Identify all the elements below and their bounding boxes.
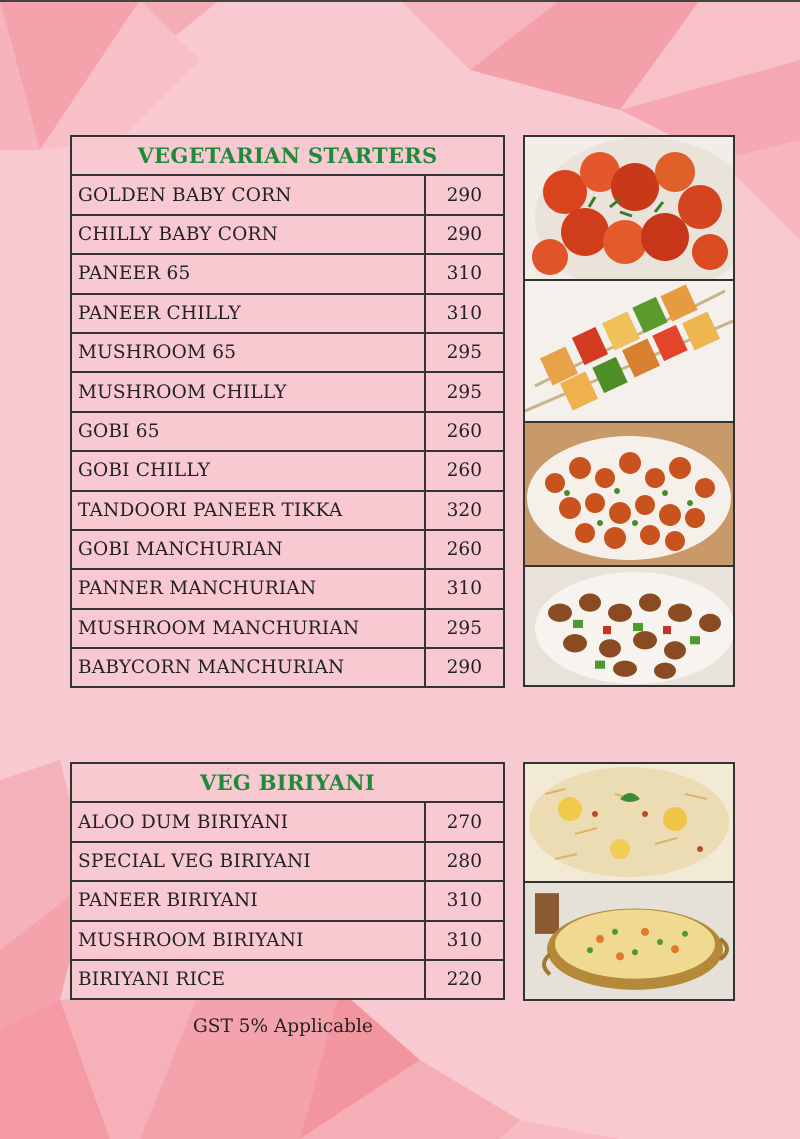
- biriyani-heading: VEG BIRIYANI: [71, 763, 504, 802]
- food-photo-paneer-tikka: [525, 281, 733, 423]
- menu-row: [71, 175, 504, 214]
- item-price: 280: [425, 842, 504, 881]
- item-price: 310: [425, 569, 504, 608]
- menu-row: [71, 648, 504, 687]
- starters-heading: VEGETARIAN STARTERS: [71, 136, 504, 175]
- item-name: BABYCORN MANCHURIAN: [71, 648, 425, 687]
- item-name: MUSHROOM CHILLY: [71, 372, 425, 411]
- item-price: 260: [425, 530, 504, 569]
- item-name: BIRIYANI RICE: [71, 960, 425, 999]
- menu-row: [71, 372, 504, 411]
- menu-row: [71, 881, 504, 920]
- item-name: CHILLY BABY CORN: [71, 215, 425, 254]
- item-name: MUSHROOM MANCHURIAN: [71, 609, 425, 648]
- item-price: 270: [425, 802, 504, 841]
- food-photo-biriyani-rice: [525, 883, 733, 999]
- menu-row: [71, 294, 504, 333]
- menu-row: [71, 451, 504, 490]
- item-price: 260: [425, 451, 504, 490]
- starters-photo-column: [523, 135, 735, 687]
- menu-row: [71, 412, 504, 451]
- food-photo-mushroom-chilly: [525, 567, 733, 685]
- menu-row: [71, 921, 504, 960]
- item-name: MUSHROOM 65: [71, 333, 425, 372]
- item-name: TANDOORI PANEER TIKKA: [71, 491, 425, 530]
- menu-row: [71, 215, 504, 254]
- menu-row: [71, 842, 504, 881]
- item-price: 295: [425, 372, 504, 411]
- menu-row: [71, 960, 504, 999]
- item-price: 310: [425, 254, 504, 293]
- item-price: 290: [425, 648, 504, 687]
- menu-row: [71, 609, 504, 648]
- item-price: 295: [425, 333, 504, 372]
- item-name: PANEER CHILLY: [71, 294, 425, 333]
- menu-row: [71, 569, 504, 608]
- item-name: PANEER BIRIYANI: [71, 881, 425, 920]
- food-photo-gobi-chilly: [525, 423, 733, 567]
- item-price: 310: [425, 294, 504, 333]
- starters-menu-table: [70, 135, 505, 688]
- item-price: 290: [425, 175, 504, 214]
- item-price: 295: [425, 609, 504, 648]
- gst-note: GST 5% Applicable: [193, 1016, 373, 1037]
- menu-row: [71, 254, 504, 293]
- item-price: 260: [425, 412, 504, 451]
- item-price: 320: [425, 491, 504, 530]
- menu-row: [71, 530, 504, 569]
- food-photo-veg-biriyani: [525, 764, 733, 883]
- item-name: ALOO DUM BIRIYANI: [71, 802, 425, 841]
- item-price: 310: [425, 921, 504, 960]
- biriyani-menu-table: [70, 762, 505, 1000]
- item-price: 310: [425, 881, 504, 920]
- item-price: 290: [425, 215, 504, 254]
- item-name: GOBI 65: [71, 412, 425, 451]
- item-name: MUSHROOM BIRIYANI: [71, 921, 425, 960]
- menu-row: [71, 333, 504, 372]
- menu-row: [71, 491, 504, 530]
- item-price: 220: [425, 960, 504, 999]
- item-name: PANEER 65: [71, 254, 425, 293]
- biriyani-photo-column: [523, 762, 735, 1001]
- food-photo-fried-cauliflower: [525, 137, 733, 281]
- item-name: GOLDEN BABY CORN: [71, 175, 425, 214]
- menu-row: [71, 802, 504, 841]
- item-name: SPECIAL VEG BIRIYANI: [71, 842, 425, 881]
- item-name: PANNER MANCHURIAN: [71, 569, 425, 608]
- item-name: GOBI MANCHURIAN: [71, 530, 425, 569]
- item-name: GOBI CHILLY: [71, 451, 425, 490]
